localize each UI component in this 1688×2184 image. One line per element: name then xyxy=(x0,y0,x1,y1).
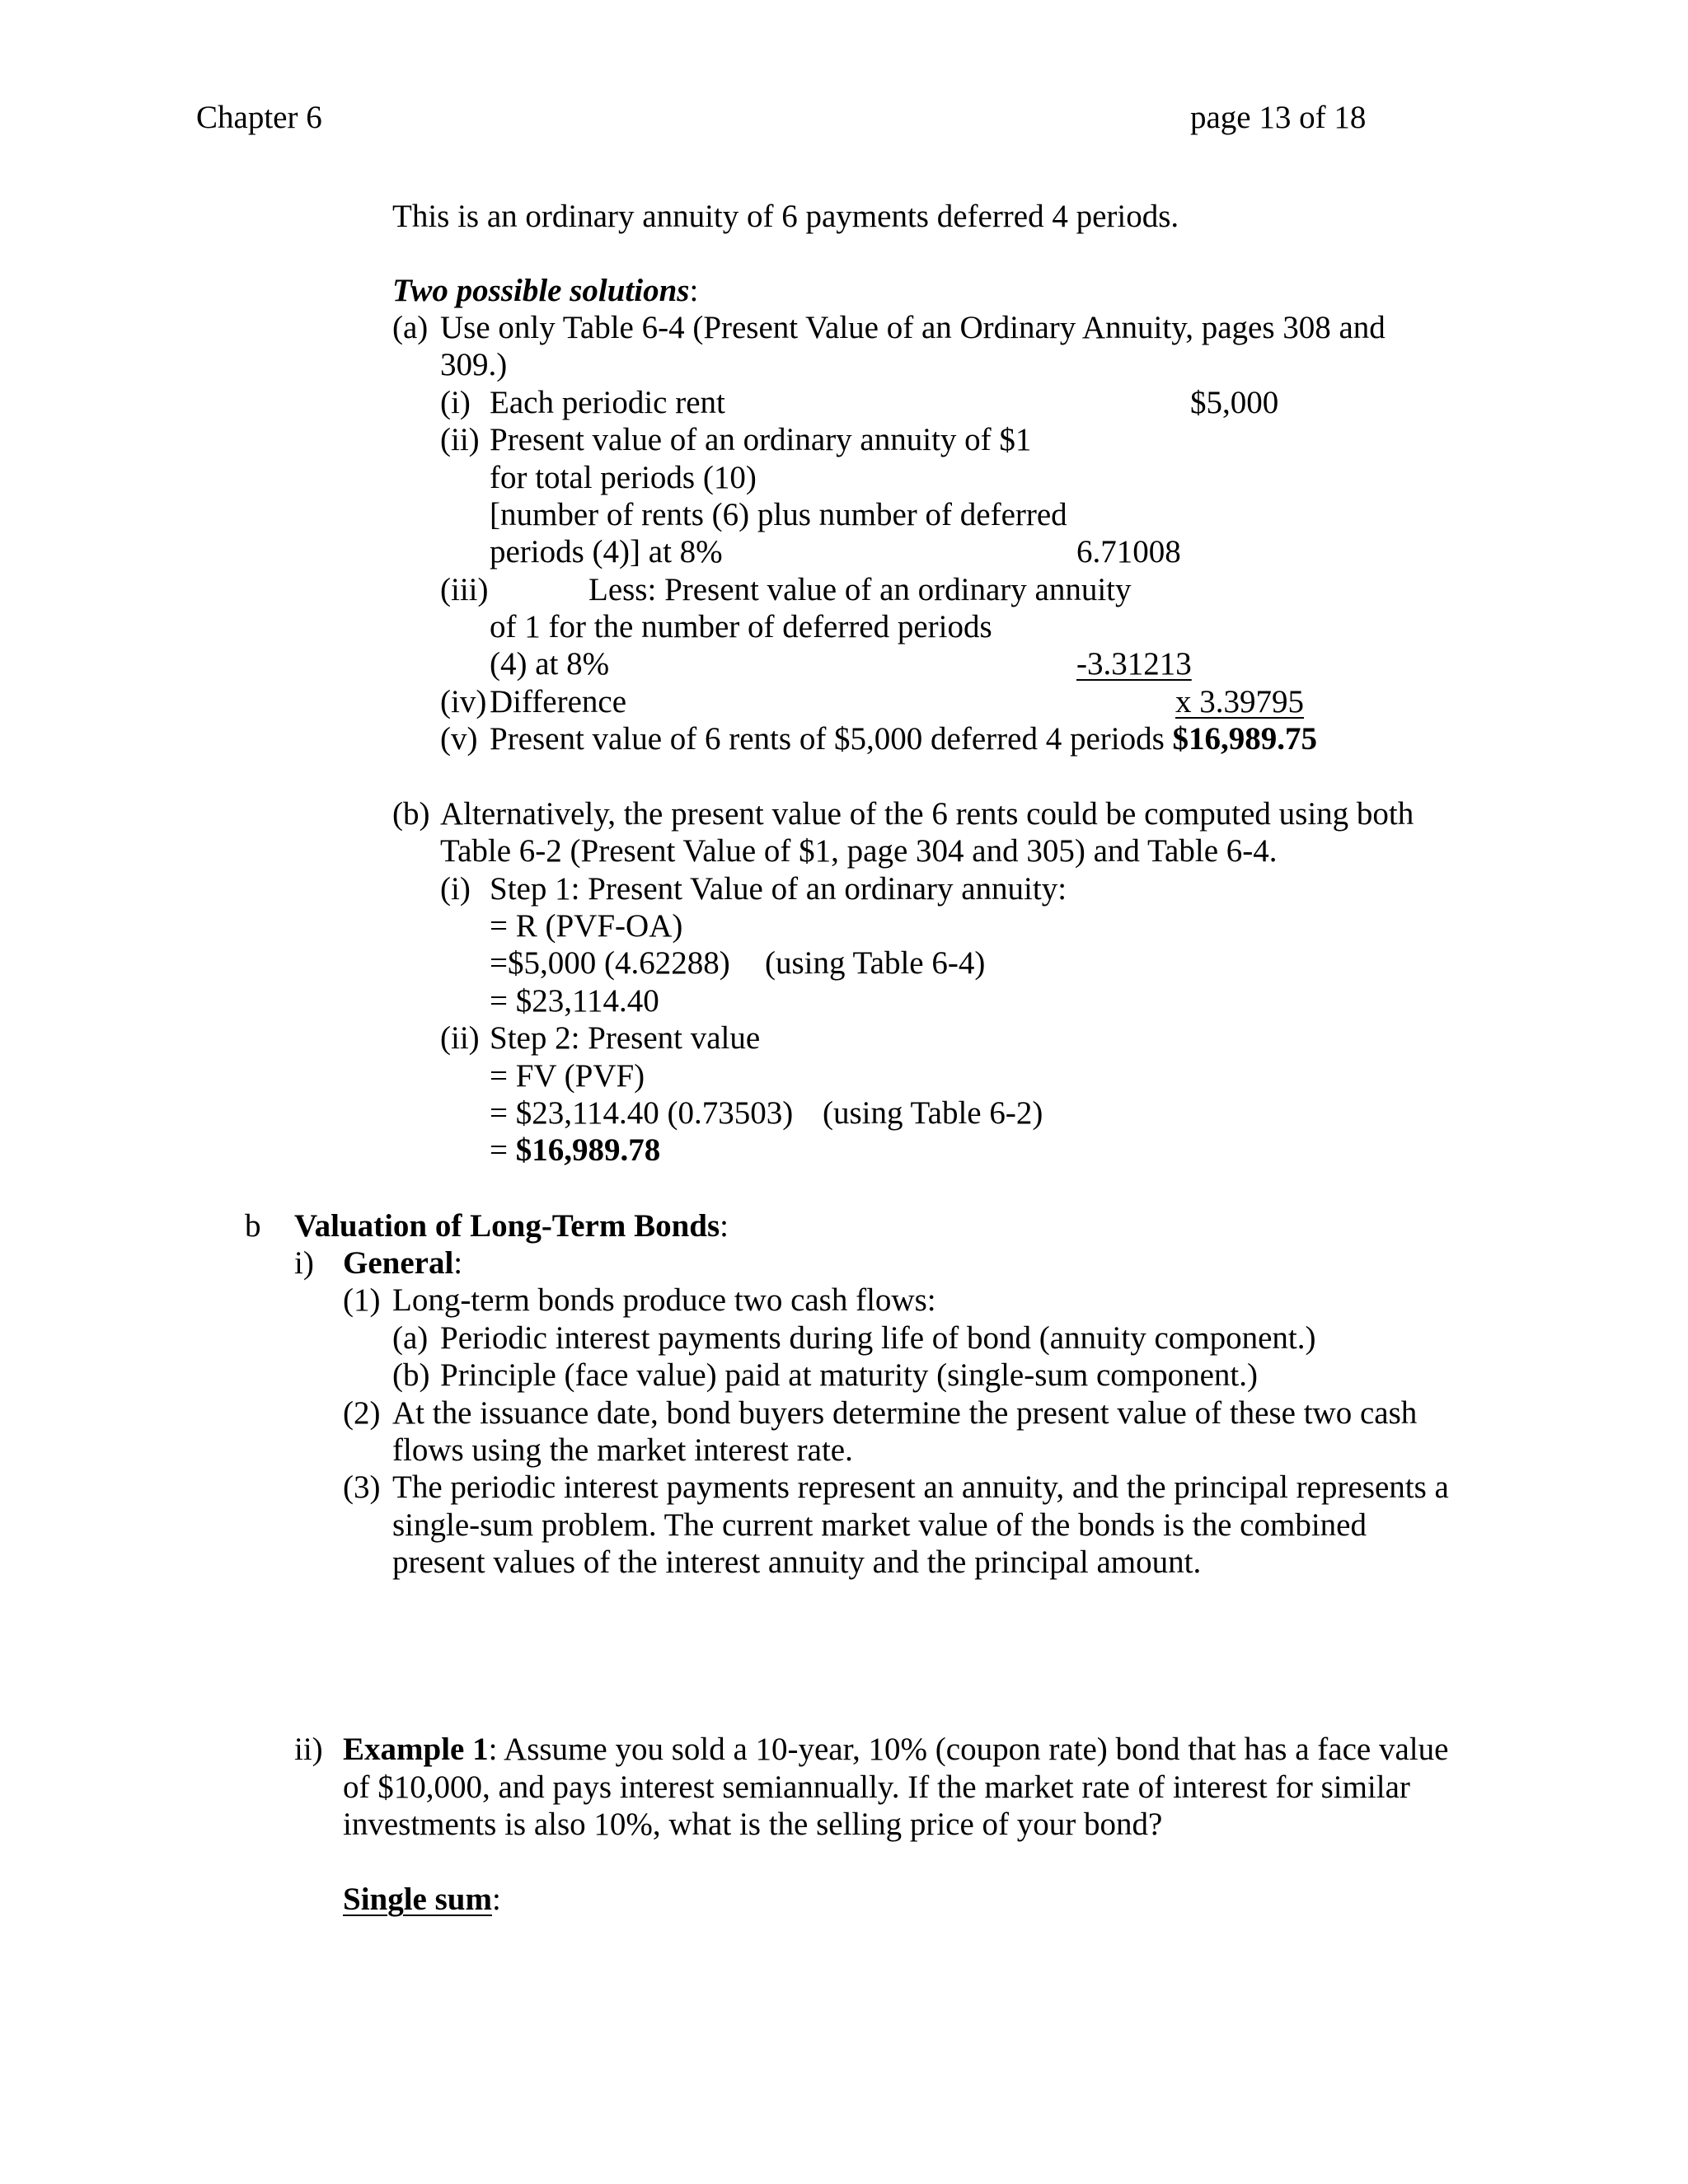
section-b-marker: b xyxy=(245,1208,261,1244)
solution-a-line1: Use only Table 6-4 (Present Value of an Ordinary Annuity, pages 308 and xyxy=(440,310,1386,345)
section-b-heading-text: Valuation of Long-Term Bonds xyxy=(294,1208,720,1244)
b-ii-line3: = $23,114.40 (0.73503) xyxy=(490,1095,794,1131)
a-iv-value: x 3.39795 xyxy=(1175,684,1304,719)
b-ii-line1: Step 2: Present value xyxy=(490,1020,761,1056)
example-marker: ii) xyxy=(294,1732,323,1767)
a-iv-marker: (iv) xyxy=(440,684,487,719)
general-heading xyxy=(343,1244,462,1282)
a-i-value: $5,000 xyxy=(1190,385,1279,420)
example-line2: of $10,000, and pays interest semiannually. If the market rate of interest for similar xyxy=(343,1769,1410,1805)
a-iii-line2: of 1 for the number of deferred periods xyxy=(490,609,992,644)
b-i-line4: = $23,114.40 xyxy=(490,983,659,1019)
solution-b-line2: Table 6-2 (Present Value of $1, page 304 and 305) and Table 6-4. xyxy=(440,833,1278,869)
section-b-heading-colon: : xyxy=(720,1208,729,1244)
general-heading-text: General xyxy=(343,1245,454,1281)
solutions-heading xyxy=(392,272,698,310)
b-i-line3: =$5,000 (4.62288) xyxy=(490,945,730,981)
a-ii-line4: periods (4)] at 8% xyxy=(490,534,723,569)
a-iii-line1: Less: Present value of an ordinary annuity xyxy=(588,572,1132,607)
example-line1 xyxy=(343,1731,1448,1769)
a-iii-marker: (iii) xyxy=(440,572,489,607)
general-p1-text: Long-term bonds produce two cash flows: xyxy=(392,1282,936,1318)
general-p1a-text: Periodic interest payments during life of bond (annuity component.) xyxy=(440,1320,1316,1356)
b-ii-line3-note: (using Table 6-2) xyxy=(823,1095,1043,1131)
a-i-marker: (i) xyxy=(440,385,471,420)
general-p1b-text: Principle (face value) paid at maturity (single-sum component.) xyxy=(440,1357,1259,1393)
single-sum-heading xyxy=(343,1881,501,1919)
solution-a-marker: (a) xyxy=(392,310,429,345)
a-iii-line3: (4) at 8% xyxy=(490,646,610,682)
general-p3-line2: single-sum problem. The current market value of the bonds is the combined xyxy=(392,1507,1367,1543)
b-i-line2: = R (PVF-OA) xyxy=(490,908,683,944)
b-ii-marker: (ii) xyxy=(440,1020,480,1056)
a-iv-text: Difference xyxy=(490,684,626,719)
b-ii-line4-prefix: = xyxy=(490,1132,516,1168)
a-i-text: Each periodic rent xyxy=(490,385,725,420)
chapter-label: Chapter 6 xyxy=(196,100,322,135)
general-p1b-marker: (b) xyxy=(392,1357,430,1393)
a-ii-line1: Present value of an ordinary annuity of $1 xyxy=(490,422,1032,457)
solution-b-marker: (b) xyxy=(392,796,430,832)
single-sum-colon: : xyxy=(491,1882,501,1917)
general-p3-line1: The periodic interest payments represent an annuity, and the principal represents a xyxy=(392,1469,1449,1505)
section-b-heading xyxy=(294,1207,729,1245)
solution-a-line2: 309.) xyxy=(440,347,508,382)
page-number: page 13 of 18 xyxy=(1190,100,1367,135)
solution-b-line1: Alternatively, the present value of the 6 rents could be computed using both xyxy=(440,796,1414,832)
a-iii-value: -3.31213 xyxy=(1076,646,1192,682)
a-v-marker: (v) xyxy=(440,721,478,757)
general-heading-colon: : xyxy=(453,1245,463,1281)
intro-text: This is an ordinary annuity of 6 payments deferred 4 periods. xyxy=(392,199,1179,234)
general-p2-line1: At the issuance date, bond buyers determine the present value of these two cash xyxy=(392,1395,1418,1431)
b-ii-line4 xyxy=(490,1132,660,1169)
b-i-line3-note: (using Table 6-4) xyxy=(765,945,986,981)
a-ii-value: 6.71008 xyxy=(1076,534,1181,569)
general-p3-marker: (3) xyxy=(343,1469,381,1505)
b-ii-line2: = FV (PVF) xyxy=(490,1058,645,1094)
general-p2-line2: flows using the market interest rate. xyxy=(392,1432,853,1468)
a-ii-marker: (ii) xyxy=(440,422,480,457)
b-i-marker: (i) xyxy=(440,871,471,907)
a-ii-line3: [number of rents (6) plus number of deferred xyxy=(490,497,1067,532)
example-line1-rest: : Assume you sold a 10-year, 10% (coupon rate) bond that has a face value xyxy=(488,1732,1449,1767)
example-heading: Example 1 xyxy=(343,1732,489,1767)
a-v-text: Present value of 6 rents of $5,000 deferred 4 periods xyxy=(490,721,1165,757)
general-p3-line3: present values of the interest annuity and the principal amount. xyxy=(392,1544,1202,1580)
single-sum-text: Single sum xyxy=(343,1882,492,1917)
a-v-line xyxy=(490,720,1317,758)
solutions-heading-colon: : xyxy=(689,273,699,308)
general-p1a-marker: (a) xyxy=(392,1320,429,1356)
general-p2-marker: (2) xyxy=(343,1395,381,1431)
b-ii-line4-value: $16,989.78 xyxy=(515,1132,661,1168)
general-p1-marker: (1) xyxy=(343,1282,381,1318)
solutions-heading-text: Two possible solutions xyxy=(392,273,690,308)
general-marker: i) xyxy=(294,1245,314,1281)
example-line3: investments is also 10%, what is the selling price of your bond? xyxy=(343,1807,1163,1842)
a-v-value: $16,989.75 xyxy=(1172,721,1318,757)
a-ii-line2: for total periods (10) xyxy=(490,460,757,495)
b-i-line1: Step 1: Present Value of an ordinary annuity: xyxy=(490,871,1067,907)
